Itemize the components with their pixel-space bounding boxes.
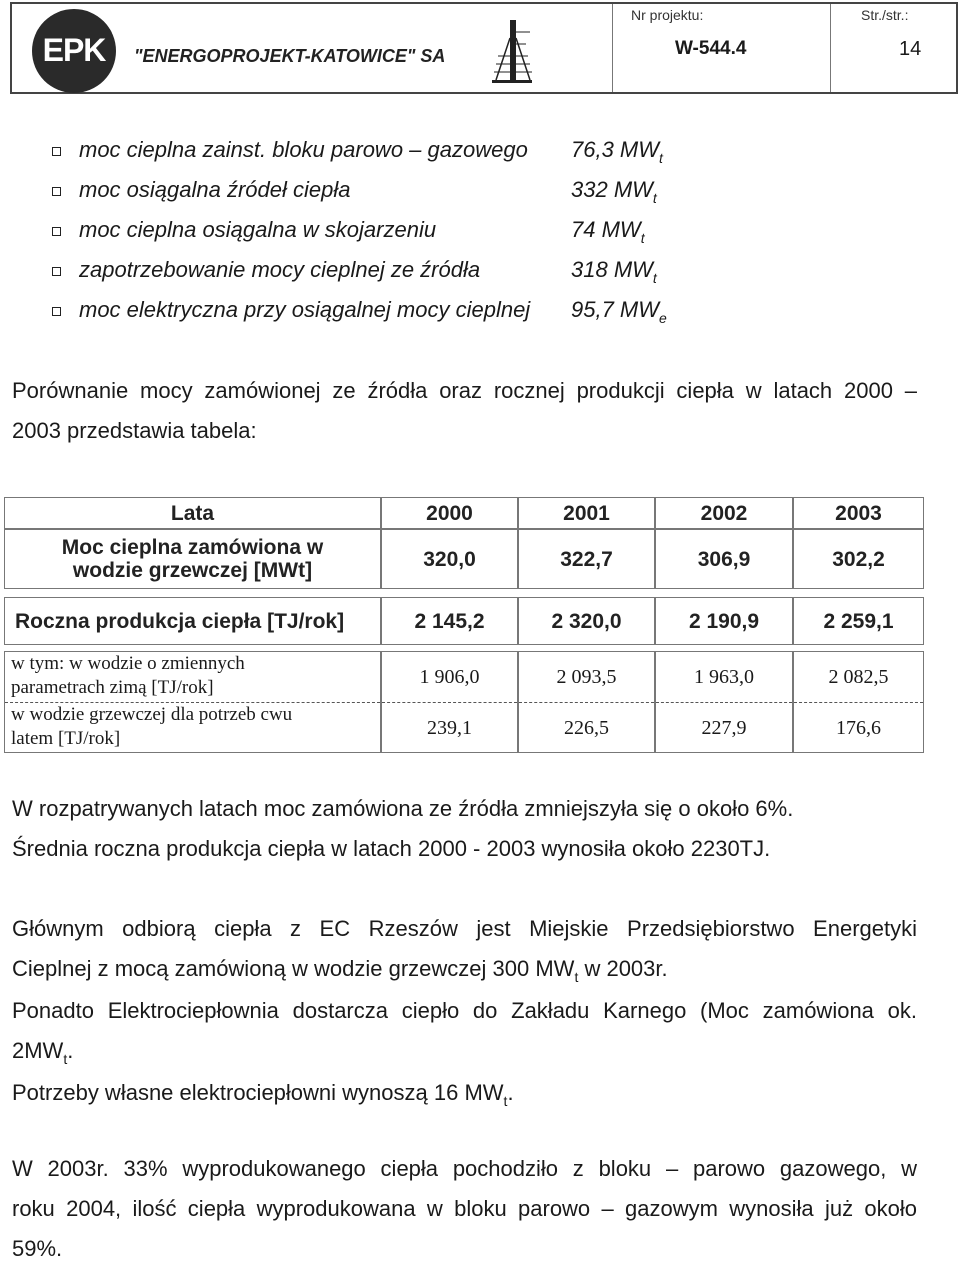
table-cell: 2 093,5 <box>556 665 617 688</box>
company-name: "ENERGOPROJEKT-KATOWICE" SA <box>134 46 446 66</box>
recipient-line-2: Cieplnej z mocą zamówioną w wodzie grzewczej 300 $MW_t$ w 2003r. <box>12 956 668 985</box>
page-number: 14 <box>899 38 922 60</box>
bullet-label: zapotrzebowanie mocy cieplnej ze źródła <box>79 257 481 282</box>
header-project-cell <box>612 4 830 92</box>
table-sub-value-cell <box>381 651 518 753</box>
table-cell: 322,7 <box>518 529 655 589</box>
project-number: W-544.4 <box>675 38 747 59</box>
summary-paragraph <box>12 789 917 869</box>
table-sub-value-cell <box>518 651 655 753</box>
bullet-value: 332 $MW_t$ <box>571 177 657 206</box>
heat-production-table <box>4 497 924 753</box>
table-cell: 2 320,0 <box>518 597 655 645</box>
header-page-cell <box>830 4 956 92</box>
bullet-value: 76,3 $MW_t$ <box>571 137 663 166</box>
bullet-label: moc elektryczna przy osiągalnej mocy cieplnej <box>79 297 531 322</box>
table-cell: 227,9 <box>701 716 747 739</box>
logo-text: EPK <box>42 32 106 68</box>
power-plant-tower-icon <box>490 18 534 84</box>
page-number-label: Str./str.: <box>861 7 909 23</box>
table-cell: 1 963,0 <box>694 665 754 688</box>
summary-line-1: W rozpatrywanych latach moc zamówiona ze źródła zmniejszyła się o około 6%. <box>12 796 794 821</box>
table-cell: 2 259,1 <box>793 597 924 645</box>
bullet-value: 95,7 $MW_e$ <box>571 297 667 326</box>
table-header-year: 2002 <box>655 497 793 529</box>
checkbox-bullet-icon <box>52 267 61 276</box>
document-header <box>10 2 958 94</box>
intro-paragraph <box>12 371 917 451</box>
table-header-label: Lata <box>4 497 381 529</box>
checkbox-bullet-icon <box>52 147 61 156</box>
table-row-label: Moc cieplna zamówiona w wodzie grzewczej [MWt] <box>4 529 381 589</box>
table-cell: 2 082,5 <box>828 665 889 688</box>
sub-row-label: w tym: w wodzie o zmiennych parametrach zimą [TJ/rok] <box>11 653 245 698</box>
bullet-value: 318 $MW_t$ <box>571 257 657 286</box>
bullet-label: moc cieplna zainst. bloku parowo – gazowego <box>79 137 528 162</box>
table-cell: 239,1 <box>427 716 472 739</box>
intro-line-1: Porównanie mocy zamówionej ze źródła oraz rocznej produkcji ciepła w latach 2000 – <box>12 378 917 403</box>
share-line-2: roku 2004, ilość ciepła wyprodukowana w bloku parowo – gazowym wynosiła już około <box>12 1196 917 1221</box>
table-header-year: 2003 <box>793 497 924 529</box>
recipient-paragraph <box>12 909 917 1115</box>
share-paragraph <box>12 1149 917 1269</box>
summary-line-2: Średnia roczna produkcja ciepła w latach 2000 - 2003 wynosiła około 2230TJ. <box>12 836 771 861</box>
sub-row-label: w wodzie grzewczej dla potrzeb cwu latem [TJ/rok] <box>11 704 293 749</box>
bullet-value: 74 $MW_t$ <box>571 217 645 246</box>
prison-line-1: Ponadto Elektrociepłownia dostarcza ciepło do Zakładu Karnego (Moc zamówiona ok. <box>12 998 917 1023</box>
table-cell: 320,0 <box>381 529 518 589</box>
table-cell: 2 190,9 <box>655 597 793 645</box>
table-sub-value-cell <box>793 651 924 753</box>
recipient-line-1: Głównym odbiorą ciepła z EC Rzeszów jest Miejskie Przedsiębiorstwo Energetyki <box>12 916 917 941</box>
epk-logo <box>32 9 116 93</box>
checkbox-bullet-icon <box>52 307 61 316</box>
header-logo-cell <box>12 4 612 92</box>
bullet-label: moc osiągalna źródeł ciepła <box>79 177 351 202</box>
own-needs-line: Potrzeby własne elektrociepłowni wynoszą 16 $MW_t$. <box>12 1080 514 1109</box>
table-cell: 176,6 <box>836 716 881 739</box>
checkbox-bullet-icon <box>52 227 61 236</box>
table-row-label: Roczna produkcja ciepła [TJ/rok] <box>4 597 381 645</box>
table-header-year: 2000 <box>381 497 518 529</box>
prison-line-2: $2MW_t$. <box>12 1038 74 1067</box>
table-header-year: 2001 <box>518 497 655 529</box>
table-cell: 2 145,2 <box>381 597 518 645</box>
intro-line-2: 2003 przedstawia tabela: <box>12 418 257 443</box>
bullet-label: moc cieplna osiągalna w skojarzeniu <box>79 217 437 242</box>
table-cell: 226,5 <box>564 716 609 739</box>
project-number-label: Nr projektu: <box>631 7 704 23</box>
table-cell: 302,2 <box>793 529 924 589</box>
share-line-3: 59%. <box>12 1236 63 1261</box>
table-cell: 1 906,0 <box>419 665 480 688</box>
checkbox-bullet-icon <box>52 187 61 196</box>
table-sub-value-cell <box>655 651 793 753</box>
table-cell: 306,9 <box>655 529 793 589</box>
table-sub-label-cell <box>4 651 381 753</box>
share-line-1: W 2003r. 33% wyprodukowanego ciepła pochodziło z bloku – parowo gazowego, w <box>12 1156 917 1181</box>
